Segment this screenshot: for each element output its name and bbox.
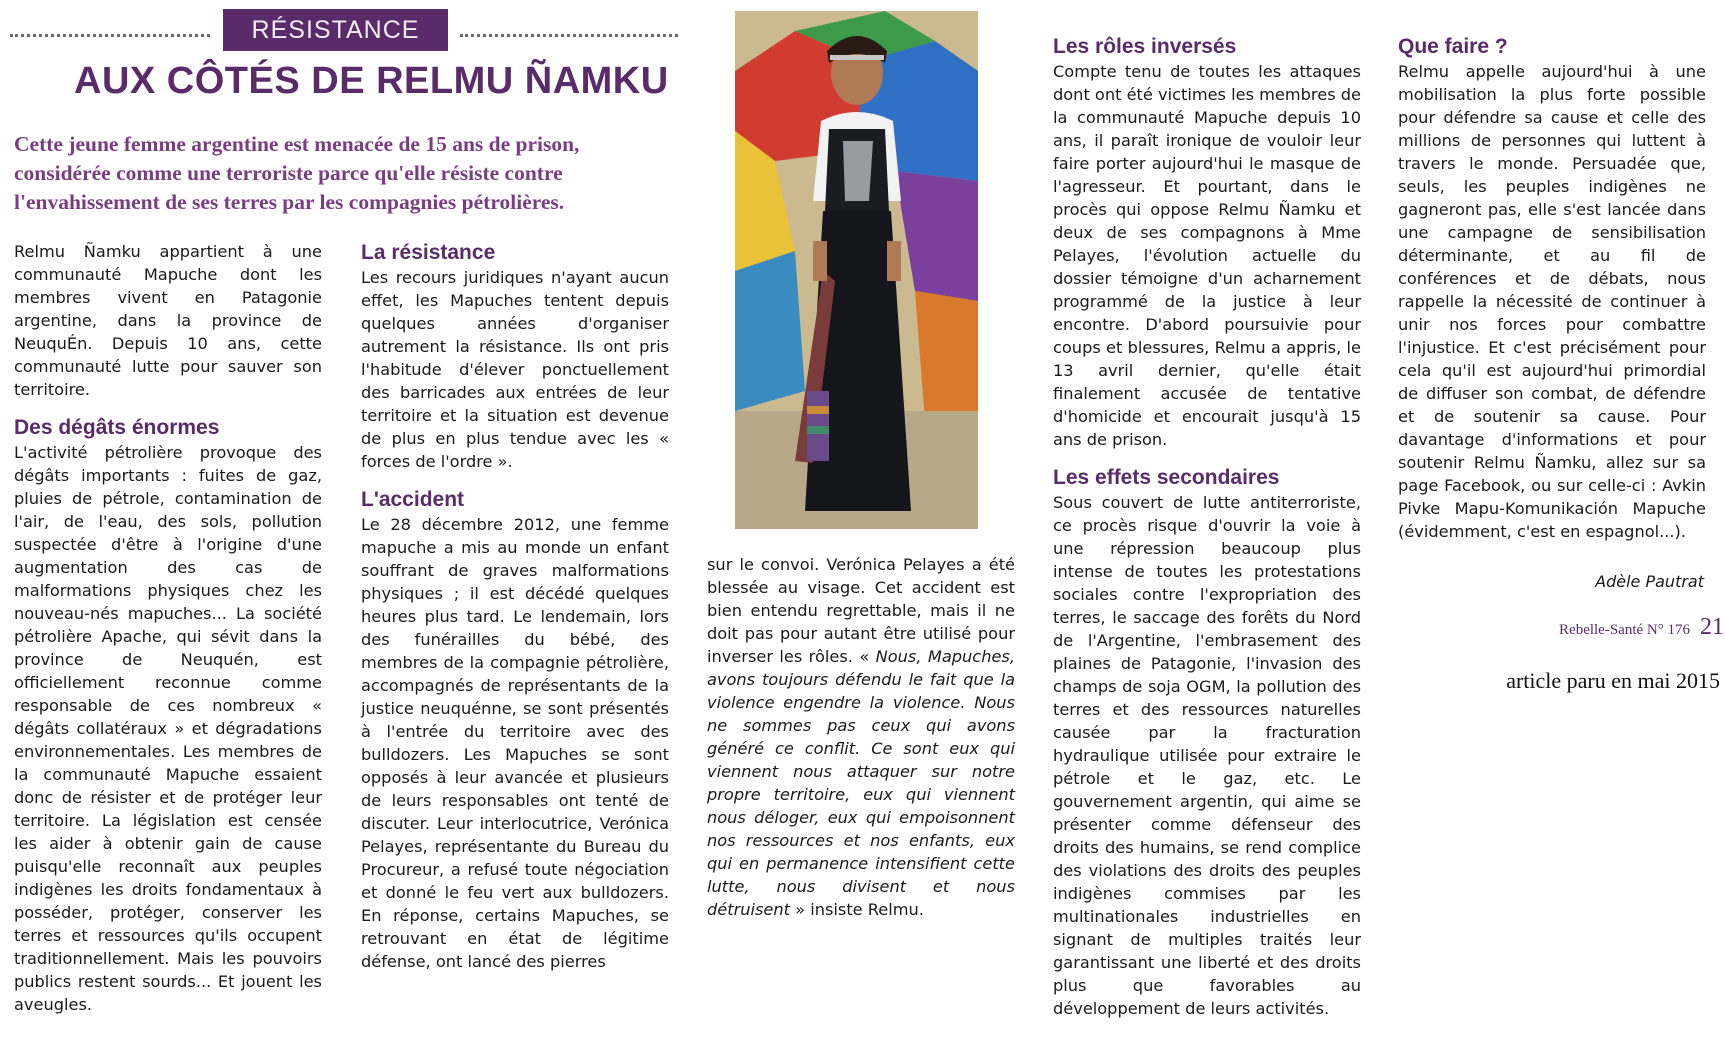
section-rubric [223,9,448,51]
continuation-text: sur le convoi. Verónica Pelayes a été blessée au visage. Cet accident est bien entendu regrettable, mais il ne doit pas pour autant être utilisé pour inverser les rôles. « [707,555,1015,666]
magazine-name: Rebelle-Santé N° 176 [1559,622,1690,638]
relmu-quote: Nous, Mapuches, avons toujours défendu le fait que la violence engendre la violence. Nous ne sommes pas ceux qui avons généré ce conflit. Ce sont eux qui viennent nous attaquer sur notre propre territoire, eux qui viennent nous déloger, eux qui empoisonnent nos ressources et nos enfants, eux qui en permanence intensifient cette lutte, nous divisent et nous détruisent [707,647,1015,919]
effets-paragraph: Sous couvert de lutte antiterroriste, ce procès risque d'ouvrir la voie à une répression beaucoup plus intense de toutes les protestations sociales contre l'expropriation des terres, le saccage des forêts du Nord de l'Argentine, l'embrasement des plaines de Patagonie, l'invasion des champs de soja OGM, la pollution des terres et des ressources naturelles causée par la fracturation hydraulique utilisée pour extraire le pétrole et le gaz, etc. Le gouvernement argentin, qui aime se présenter comme défenseur des droits des humains, se rend complice des violations des droits des peuples indigènes commises par les multinationales industrielles en signant de multiples traités leur garantissant une liberté et des droits plus que favorables au développement de leurs activités. [1053,493,1361,1018]
column-3 [707,553,1015,921]
heading-accident: L'accident [361,488,465,511]
roles-paragraph: Compte tenu de toutes les attaques dont ont été victimes les membres de la communauté Mapuche depuis 10 ans, il paraît ironique de vouloir leur faire porter aujourd'hui le masque de l'agresseur. Et pourtant, dans le procès qui oppose Relmu Ñamku et deux de ses compagnons à Mme Pelayes, l'évolution actuelle du dossier témoigne d'un acharnement programmé de la justice à leur encontre. D'abord poursuivie pour coups et blessures, Relmu a appris, le 13 avril dernier, qu'elle était finalement accusée de tentative d'homicide et encourait jusqu'à 15 ans de prison. [1053,62,1362,449]
heading-que-faire: Que faire ? [1398,35,1508,58]
article-lead: Cette jeune femme argentine est menacée de 15 ans de prison, considérée comme une terroriste parce qu'elle résiste contre l'envahissement de ses terres par les compagnies pétrolières. [14,132,580,214]
heading-effets: Les effets secondaires [1053,466,1280,489]
issue-footer [1420,614,1724,641]
accident-paragraph: Le 28 décembre 2012, une femme mapuche a mis au monde un enfant souffrant de graves malformations physiques ; il est décédé quelques heures plus tard. Le lendemain, lors des funérailles du bébé, des membres de la compagnie pétrolière, accompagnés de représentants de la justice neuquénne, se sont présentés à l'entrée du territoire avec des bulldozers. Les Mapuches se sont opposés à leur avancée et plusieurs de leurs responsables ont tenté de discuter. Leur interlocutrice, Verónica Pelayes, représentante du Bureau du Procureur, a refusé toute négociation et donné le feu vert aux bulldozers. En réponse, certains Mapuches, se retrouvant en état de légitime défense, ont lancé des pierres [361,515,669,971]
page-number: 21 [1700,614,1724,640]
rubric-label: RÉSISTANCE [251,15,420,44]
article-title: AUX CÔTÉS DE RELMU ÑAMKU [74,60,669,102]
dotted-rule-left [10,34,210,37]
dotted-rule-right [460,34,678,37]
author-signature: Adèle Pautrat [1595,572,1704,591]
continuation-paragraph [707,553,1015,921]
publication-note: article paru en mai 2015 [1506,668,1720,693]
heading-degats: Des dégâts énormes [14,416,220,439]
que-faire-paragraph: Relmu appelle aujourd'hui à une mobilisation la plus forte possible pour défendre sa cause et celle des millions de personnes qui luttent à travers le monde. Persuadée que, seuls, les peuples indigènes ne gagneront pas, elle s'est lancée dans une campagne de sensibilisation déterminante, et au fil de conférences et de débats, nous rappelle la nécessité de continuer à unir nos forces pour combattre l'injustice. Et c'est précisément pour cela qu'il est aujourd'hui primordial de diffuser son combat, de défendre et de soutenir sa cause. Pour davantage d'informations et pour soutenir Relmu Ñamku, allez sur sa page Facebook, ou sur celle-ci : Avkin Pivke Mapu-Komunikación Mapuche (évidemment, c'est en espagnol...). [1398,62,1706,541]
column-1 [14,240,322,1016]
degats-paragraph: L'activité pétrolière provoque des dégâts importants : fuites de gaz, pluies de pétrole, contamination de l'air, de l'eau, des sols, pollution suspectée d'être à l'origine d'une augmentation des cas de malformations physiques chez les nouveau-nés mapuches... La société pétrolière Apache, qui sévit dans la province de Neuquén, est officiellement reconnue comme responsable de ces nombreux « dégâts collatéraux » et dégradations environnementales. Les membres de la communauté Mapuche essaient donc de résister et de protéger leur territoire. La législation est censée les aider à obtenir gain de cause puisqu'elle reconnaît aux peuples indigènes les droits fondamentaux à posséder, protéger, conserver les terres et ressources qu'ils occupent traditionnellement. Mais les pouvoirs publics restent sourds... Et jouent les aveugles. [14,443,322,1014]
column-4 [1053,34,1361,1020]
quote-attribution: » insiste Relmu. [795,900,924,919]
intro-paragraph: Relmu Ñamku appartient à une communauté Mapuche dont les membres vivent en Patagonie argentine, dans la province de NeuquÉn. Depuis 10 ans, cette communauté lutte pour sauver son territoire. [14,242,322,399]
column-2 [361,240,669,973]
photo-illustration [735,11,978,529]
column-5 [1398,34,1706,543]
relmu-photo [735,11,978,529]
heading-roles: Les rôles inversés [1053,35,1237,58]
resistance-paragraph: Les recours juridiques n'ayant aucun effet, les Mapuches tentent depuis quelques années d'organiser autrement la résistance. Ils ont pris l'habitude d'élever ponctuellement des barricades aux entrées de leur territoire et la situation est devenue de plus en plus tendue avec les « forces de l'ordre ». [361,268,669,471]
heading-resistance: La résistance [361,241,496,264]
